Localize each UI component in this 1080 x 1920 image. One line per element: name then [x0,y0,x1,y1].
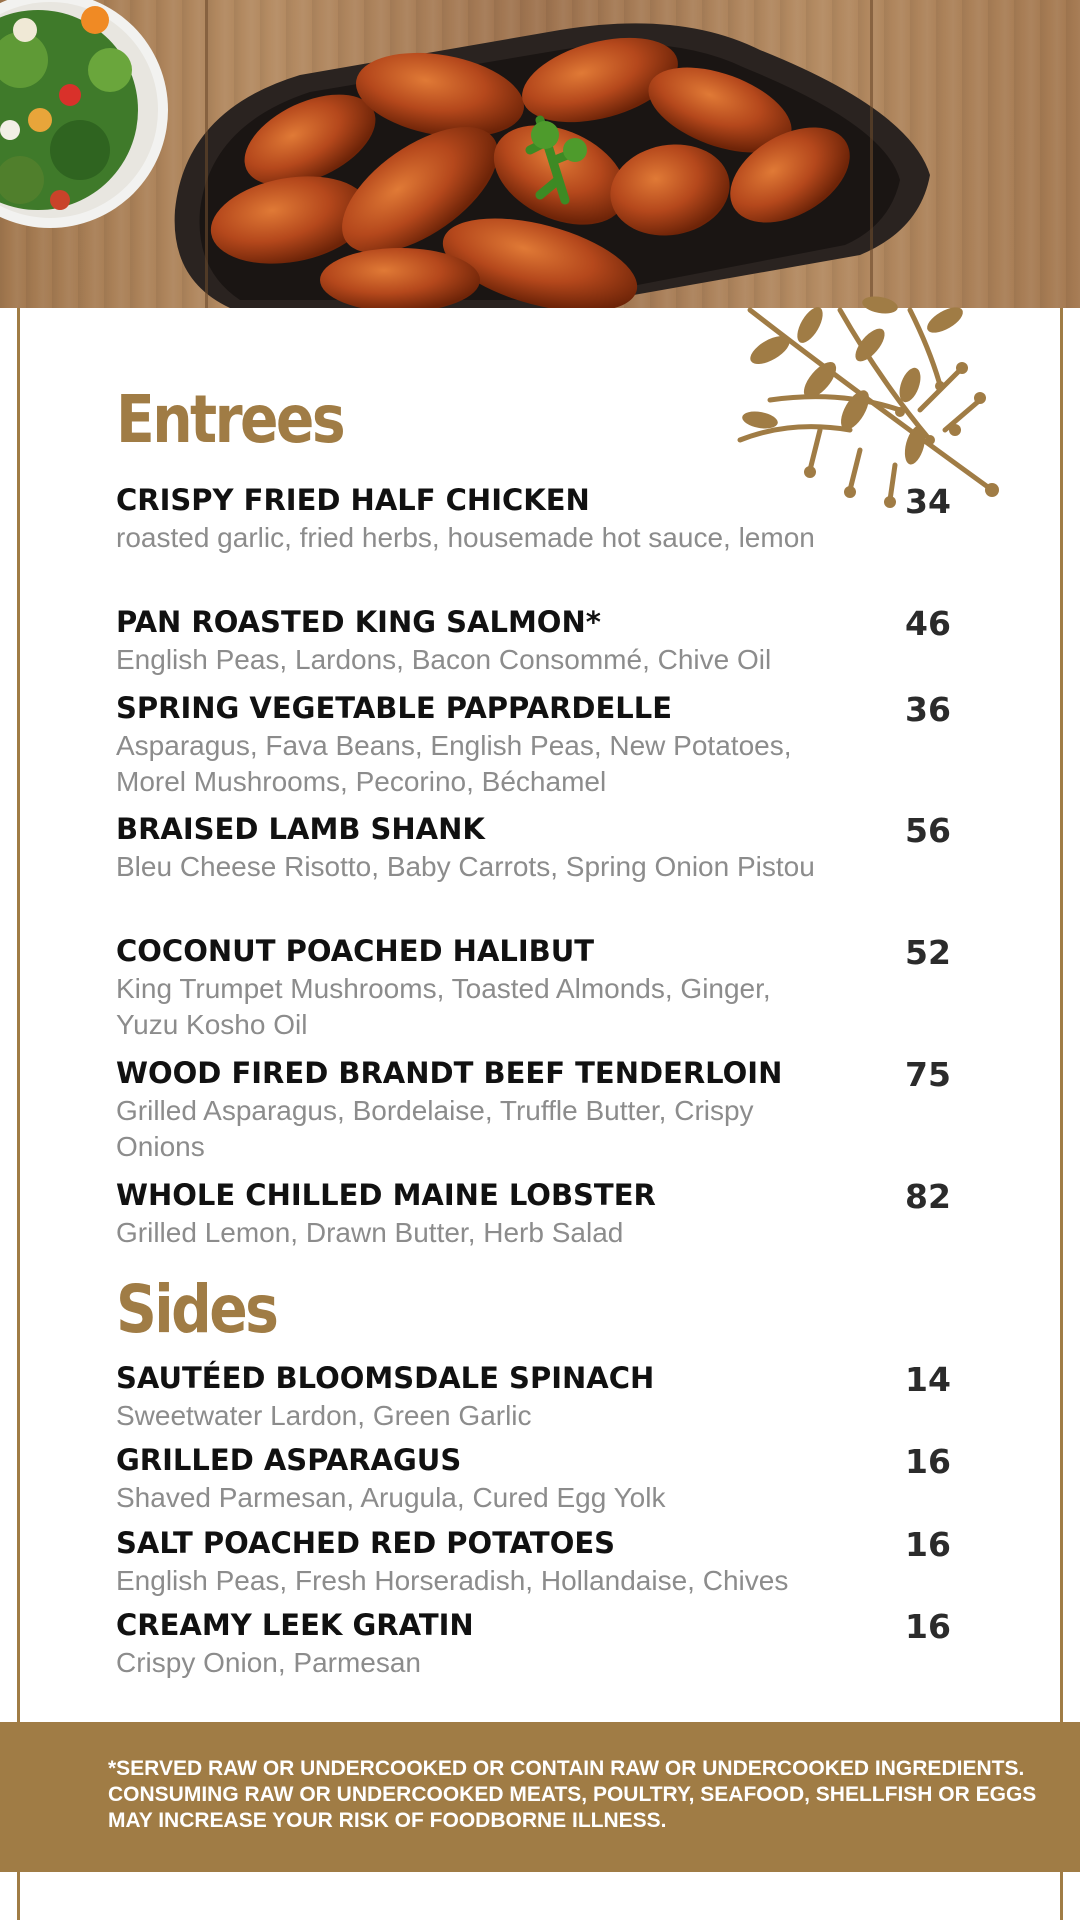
menu-item [116,690,951,800]
menu-item [116,933,951,1043]
menu-item [116,1525,951,1599]
disclaimer-text: *SERVED RAW OR UNDERCOOKED OR CONTAIN RAW OR UNDERCOOKED INGREDIENTS. CONSUMING RAW OR UNDERCOOKED MEATS, POULTRY, SEAFOOD, SHELLFISH OR EGGS MAY INCREASE YOUR RISK OF FOODBORNE ILLNESS. [108,1757,1037,1832]
salad-plate [0,0,168,228]
item-description: English Peas, Lardons, Bacon Consommé, Chive Oil [116,644,772,675]
item-price: 16 [905,1525,951,1564]
item-price: 75 [905,1055,951,1094]
item-description: roasted garlic, fried herbs, housemade hot sauce, lemon [116,522,815,553]
menu-border-right [1060,308,1063,1920]
item-price: 82 [905,1177,951,1216]
wings-and-salad-illustration [0,0,1080,308]
item-price: 14 [905,1360,951,1399]
item-description: Bleu Cheese Risotto, Baby Carrots, Spring Onion Pistou [116,851,815,882]
item-name: PAN ROASTED KING SALMON* [116,605,601,639]
item-name: CRISPY FRIED HALF CHICKEN [116,483,590,517]
menu-item [116,604,951,678]
item-name: SAUTÉED BLOOMSDALE SPINACH [116,1361,655,1395]
disclaimer-banner [0,1722,1080,1872]
item-description: Grilled Lemon, Drawn Butter, Herb Salad [116,1217,624,1248]
item-price: 16 [905,1442,951,1481]
item-name: WHOLE CHILLED MAINE LOBSTER [116,1178,656,1212]
item-name: CREAMY LEEK GRATIN [116,1608,474,1642]
item-price: 52 [905,933,951,972]
menu-item [116,1177,951,1251]
item-description: King Trumpet Mushrooms, Toasted Almonds, Ginger, Yuzu Kosho Oil [116,973,771,1040]
menu-border-left [17,308,20,1920]
item-description: Asparagus, Fava Beans, English Peas, New Potatoes, Morel Mushrooms, Pecorino, Béchamel [116,730,792,797]
item-description: English Peas, Fresh Horseradish, Hollandaise, Chives [116,1565,789,1596]
item-description: Shaved Parmesan, Arugula, Cured Egg Yolk [116,1482,666,1513]
item-price: 36 [905,690,951,729]
menu-item [116,1360,951,1434]
item-price: 34 [905,482,951,521]
section-title-sides: Sides [116,1271,277,1348]
item-name: SALT POACHED RED POTATOES [116,1526,616,1560]
hero-food-photo [0,0,1080,308]
menu-item [116,811,951,885]
item-description: Crispy Onion, Parmesan [116,1647,422,1678]
item-name: BRAISED LAMB SHANK [116,812,485,846]
item-price: 16 [905,1607,951,1646]
menu-item [116,1442,951,1516]
section-title-entrees: Entrees [116,381,344,458]
menu-item [116,1055,951,1165]
item-name: WOOD FIRED BRANDT BEEF TENDERLOIN [116,1056,783,1090]
item-price: 46 [905,604,951,643]
item-name: SPRING VEGETABLE PAPPARDELLE [116,691,673,725]
item-price: 56 [905,811,951,850]
menu-item [116,482,951,556]
item-name: GRILLED ASPARAGUS [116,1443,462,1477]
item-description: Sweetwater Lardon, Green Garlic [116,1400,532,1431]
item-name: COCONUT POACHED HALIBUT [116,934,595,968]
menu-item [116,1607,951,1681]
item-description: Grilled Asparagus, Bordelaise, Truffle Butter, Crispy Onions [116,1095,754,1162]
